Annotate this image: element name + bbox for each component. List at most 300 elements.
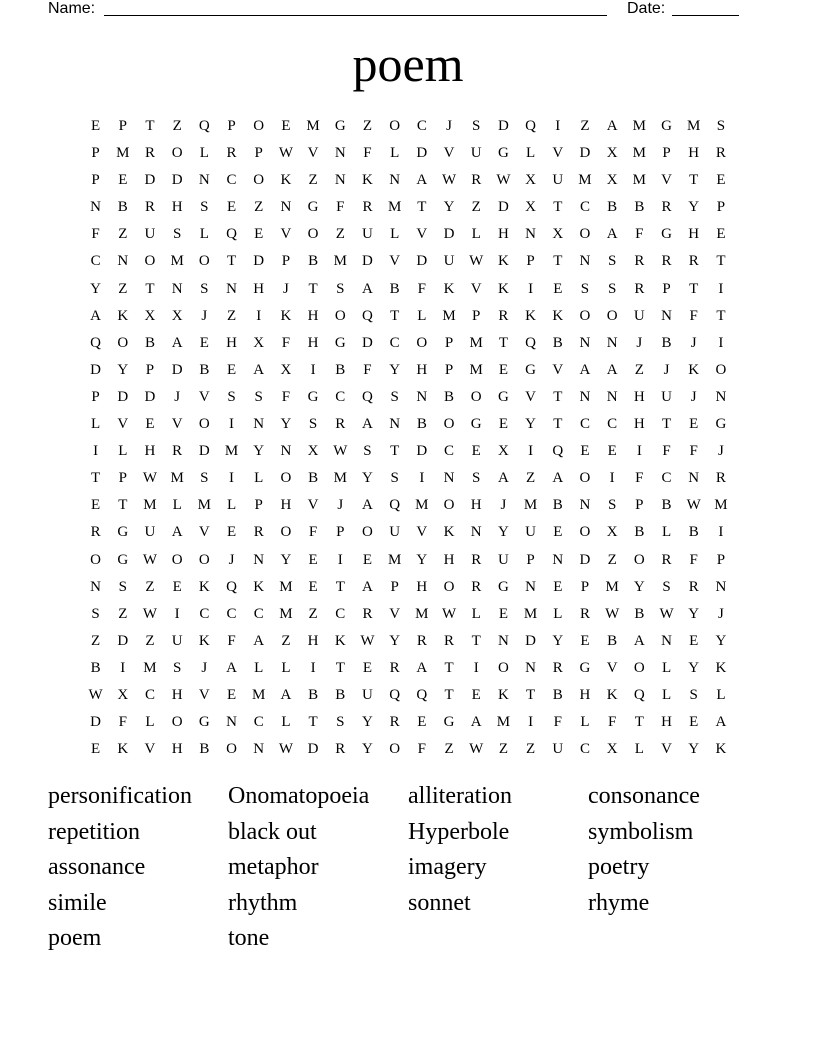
grid-letter: I [528,714,534,731]
grid-letter: O [416,334,428,351]
grid-letter: D [416,253,428,270]
grid-letter: T [308,714,318,731]
grid-letter: P [472,307,481,324]
grid-letter: D [416,145,428,162]
grid-letter: F [635,226,644,243]
grid-letter: T [471,632,481,649]
grid-letter: D [579,145,591,162]
grid-letter: H [497,226,509,243]
grid-letter: I [174,605,180,622]
word-list-item: imagery [408,854,487,881]
grid-letter: M [714,497,728,514]
grid-letter: S [607,497,617,514]
grid-letter: M [605,578,619,595]
grid-letter: K [198,578,210,595]
grid-letter: X [144,307,156,324]
grid-letter: E [607,443,617,460]
grid-letter: C [389,334,400,351]
grid-letter: P [91,172,100,189]
grid-letter: T [689,172,699,189]
grid-letter: L [281,659,291,676]
grid-letter: V [307,497,319,514]
grid-letter: G [497,388,509,405]
grid-letter: D [416,443,428,460]
word-list-item: black out [228,818,317,845]
grid-letter: M [632,118,647,134]
grid-letter: Y [362,470,373,487]
grid-letter: B [117,199,128,216]
grid-letter: T [145,280,155,297]
grid-letter: N [606,334,618,351]
grid-letter: I [256,307,262,324]
grid-letter: Q [362,307,373,324]
grid-letter: C [579,416,590,433]
grid-letter: Q [226,226,237,243]
grid-letter: K [525,307,537,324]
grid-letter: Z [172,118,182,134]
grid-row [82,574,742,601]
grid-letter: R [471,172,482,189]
grid-letter: Y [362,714,373,731]
grid-letter: Q [525,118,537,134]
grid-row [82,628,742,655]
grid-letter: F [336,199,345,216]
grid-letter: O [171,551,183,568]
grid-row [82,709,742,736]
date-blank-line[interactable] [672,15,739,16]
grid-letter: Q [416,686,428,703]
grid-row [82,465,742,492]
grid-letter: D [171,172,183,189]
grid-letter: A [606,361,618,378]
grid-letter: E [145,416,155,433]
grid-letter: C [416,118,427,134]
grid-letter: S [390,470,399,487]
grid-letter: O [198,416,210,433]
grid-letter: N [661,307,672,324]
grid-letter: M [279,605,293,622]
grid-letter: Z [145,632,155,649]
grid-letter: O [171,145,183,162]
grid-letter: O [443,578,455,595]
grid-letter: H [470,497,482,514]
grid-letter: D [253,253,265,270]
grid-letter: B [308,253,319,270]
word-list [48,780,768,958]
grid-letter: W [333,443,348,460]
word-list-item: alliteration [408,783,512,809]
grid-row [82,113,742,140]
grid-letter: J [228,551,235,568]
grid-letter: W [278,145,293,162]
grid-letter: U [144,226,156,243]
grid-letter: J [201,659,208,676]
grid-letter: Y [688,605,700,622]
grid-letter: D [171,361,183,378]
grid-letter: L [199,226,209,243]
grid-letter: O [389,741,401,758]
grid-letter: R [661,253,672,270]
grid-letter: H [307,307,319,324]
grid-letter: Y [253,443,265,460]
grid-letter: G [661,226,672,243]
grid-letter: T [308,280,318,297]
grid-letter: R [634,280,645,297]
grid-letter: Y [497,524,509,541]
grid-letter: L [226,497,237,514]
grid-letter: J [690,388,697,405]
grid-letter: L [91,416,101,433]
grid-letter: C [253,714,264,731]
grid-letter: Q [90,334,102,351]
grid-letter: O [307,226,319,243]
grid-letter: N [688,470,700,487]
grid-letter: Y [443,199,455,216]
grid-letter: L [661,686,672,703]
grid-letter: K [715,659,727,676]
grid-letter: R [172,443,183,460]
grid-letter: V [198,524,210,541]
grid-letter: F [363,145,372,162]
grid-letter: A [470,714,482,731]
grid-letter: L [281,714,291,731]
word-list-item: poem [48,925,102,952]
grid-letter: L [172,497,182,514]
grid-letter: N [525,578,537,595]
grid-letter: A [362,280,373,297]
grid-letter: S [336,280,345,297]
grid-letter: V [443,145,455,162]
grid-letter: E [308,578,318,595]
grid-letter: K [497,253,509,270]
grid-letter: N [334,172,346,189]
grid-letter: O [117,334,129,351]
grid-letter: S [254,388,263,405]
grid-letter: F [281,334,291,351]
grid-letter: M [143,659,157,676]
grid-letter: B [308,470,319,487]
grid-letter: M [496,714,511,731]
grid-letter: M [333,470,347,487]
grid-letter: N [525,226,537,243]
grid-letter: Y [362,741,373,758]
grid-letter: I [419,470,425,487]
grid-letter: G [443,714,455,731]
grid-letter: F [689,551,698,568]
grid-letter: E [118,172,128,189]
grid-letter: K [117,741,129,758]
grid-letter: O [226,741,237,758]
grid-letter: M [224,443,239,460]
grid-letter: R [362,199,373,216]
grid-letter: D [144,388,156,405]
grid-letter: D [579,551,591,568]
grid-letter: W [142,605,158,622]
grid-letter: R [444,632,455,649]
grid-letter: M [387,551,402,568]
grid-letter: S [172,226,182,243]
grid-row [82,357,742,384]
grid-letter: G [117,551,129,568]
grid-letter: R [389,659,400,676]
grid-letter: R [688,253,699,270]
grid-letter: O [633,551,645,568]
grid-letter: Z [607,551,617,568]
grid-letter: M [415,605,429,622]
grid-letter: S [716,118,726,134]
grid-letter: F [308,524,318,541]
grid-letter: S [200,280,209,297]
grid-letter: T [716,307,726,324]
grid-letter: Y [280,551,292,568]
grid-letter: N [90,199,102,216]
grid-letter: G [497,578,509,595]
grid-letter: O [579,524,591,541]
grid-letter: V [661,741,672,758]
grid-letter: N [416,388,428,405]
grid-letter: Z [118,280,128,297]
grid-letter: E [172,578,182,595]
grid-letter: U [470,145,482,162]
grid-letter: B [199,741,210,758]
grid-letter: L [390,226,400,243]
grid-letter: A [171,334,183,351]
grid-letter: P [336,524,345,541]
grid-letter: O [144,253,156,270]
grid-letter: E [91,118,101,134]
grid-letter: E [226,686,237,703]
date-label: Date: [627,0,666,17]
grid-letter: Q [226,578,237,595]
grid-letter: O [90,551,102,568]
grid-letter: P [281,253,291,270]
grid-letter: U [171,632,183,649]
grid-letter: R [416,632,427,649]
grid-letter: Y [389,632,401,649]
grid-letter: C [335,388,346,405]
grid-letter: F [689,443,698,460]
grid-letter: N [253,741,265,758]
grid-letter: H [443,551,455,568]
grid-letter: B [199,361,210,378]
grid-letter: J [337,497,344,514]
grid-letter: W [360,632,375,649]
grid-letter: N [198,172,210,189]
grid-row [82,492,742,519]
grid-letter: N [579,388,591,405]
grid-row [82,438,742,465]
grid-letter: O [633,659,645,676]
grid-letter: C [579,199,590,216]
grid-letter: U [552,741,564,758]
grid-letter: L [661,659,672,676]
grid-letter: T [716,253,726,270]
grid-letter: J [717,443,724,460]
grid-letter: R [661,551,672,568]
grid-letter: S [607,280,617,297]
grid-letter: T [145,118,155,134]
grid-letter: H [144,443,156,460]
grid-letter: Y [389,361,401,378]
grid-letter: T [444,686,454,703]
grid-letter: D [443,226,455,243]
grid-letter: E [362,659,373,676]
grid-letter: B [607,199,618,216]
grid-letter: E [91,497,101,514]
grid-letter: A [90,307,102,324]
grid-letter: A [606,118,618,134]
grid-letter: L [254,659,264,676]
word-list-item: repetition [48,818,140,845]
grid-row [82,601,742,628]
grid-letter: Z [471,199,481,216]
grid-letter: C [444,443,455,460]
grid-letter: Y [688,741,700,758]
grid-letter: U [362,226,373,243]
grid-letter: S [91,605,100,622]
grid-letter: Q [633,686,645,703]
grid-letter: L [118,443,128,460]
grid-letter: R [144,145,155,162]
grid-letter: H [171,741,183,758]
grid-letter: P [662,280,671,297]
grid-letter: H [633,388,645,405]
grid-letter: E [580,632,590,649]
grid-letter: N [497,632,509,649]
grid-letter: O [443,497,455,514]
grid-letter: M [279,578,293,595]
grid-letter: E [498,605,508,622]
grid-letter: P [254,145,263,162]
grid-letter: I [229,470,235,487]
grid-letter: N [579,253,591,270]
grid-letter: Z [281,632,291,649]
grid-letter: N [389,172,401,189]
grid-letter: Z [118,605,128,622]
grid-letter: O [579,226,591,243]
grid-letter: X [606,172,618,189]
grid-letter: R [362,605,373,622]
grid-letter: N [715,578,727,595]
grid-letter: W [496,172,511,189]
grid-letter: W [441,172,457,189]
grid-letter: Z [580,118,590,134]
grid-letter: J [500,497,507,514]
grid-letter: Z [362,118,373,134]
grid-letter: O [389,118,401,134]
grid-letter: K [253,578,265,595]
grid-letter: V [280,226,292,243]
grid-letter: R [144,199,155,216]
grid-letter: M [632,145,647,162]
grid-letter: S [336,714,345,731]
grid-letter: T [91,470,101,487]
grid-letter: S [390,388,399,405]
grid-letter: G [307,388,319,405]
grid-letter: V [144,741,156,758]
grid-letter: L [526,145,536,162]
grid-letter: N [470,524,482,541]
grid-letter: A [171,524,183,541]
grid-letter: X [497,443,509,460]
grid-letter: W [142,551,158,568]
grid-letter: I [310,659,316,676]
grid-letter: E [226,199,237,216]
grid-letter: T [553,199,563,216]
grid-letter: Z [254,199,264,216]
grid-letter: D [307,741,319,758]
grid-row [82,519,742,546]
name-blank-line[interactable] [104,15,607,16]
grid-letter: H [688,145,700,162]
grid-letter: P [254,497,263,514]
grid-letter: D [90,714,102,731]
grid-letter: S [472,118,481,134]
grid-letter: S [689,686,698,703]
grid-letter: K [497,686,509,703]
grid-letter: K [362,172,373,189]
grid-letter: R [634,253,645,270]
grid-letter: R [715,470,726,487]
grid-letter: Y [715,632,727,649]
grid-letter: F [363,361,372,378]
grid-letter: D [362,334,373,351]
grid-letter: C [199,605,210,622]
grid-letter: N [226,280,237,297]
grid-letter: D [198,443,210,460]
grid-letter: X [606,524,618,541]
grid-letter: O [579,307,591,324]
grid-letter: L [254,470,264,487]
grid-letter: I [555,118,561,134]
grid-letter: T [335,578,345,595]
grid-letter: J [717,605,724,622]
grid-letter: T [634,714,644,731]
grid-letter: O [443,416,455,433]
grid-letter: G [307,199,319,216]
grid-letter: Y [416,551,428,568]
grid-letter: R [335,741,346,758]
grid-row [82,682,742,709]
grid-letter: V [470,280,482,297]
grid-letter: J [636,334,643,351]
grid-letter: X [606,145,618,162]
grid-letter: N [552,551,564,568]
grid-letter: S [227,388,236,405]
grid-letter: G [525,361,537,378]
grid-letter: B [144,334,155,351]
grid-letter: P [580,578,590,595]
grid-letter: B [416,416,427,433]
grid-letter: P [118,470,127,487]
grid-letter: H [416,361,428,378]
grid-letter: W [441,605,457,622]
grid-letter: G [661,118,672,134]
grid-letter: N [117,253,129,270]
grid-letter: O [280,524,292,541]
grid-letter: P [91,145,100,162]
grid-letter: D [362,253,373,270]
grid-letter: L [390,145,400,162]
grid-letter: X [253,334,265,351]
grid-letter: H [307,632,319,649]
grid-letter: H [661,714,672,731]
grid-letter: R [661,199,672,216]
grid-letter: S [172,659,182,676]
grid-letter: O [198,551,210,568]
grid-letter: B [607,632,618,649]
grid-letter: M [252,686,266,703]
